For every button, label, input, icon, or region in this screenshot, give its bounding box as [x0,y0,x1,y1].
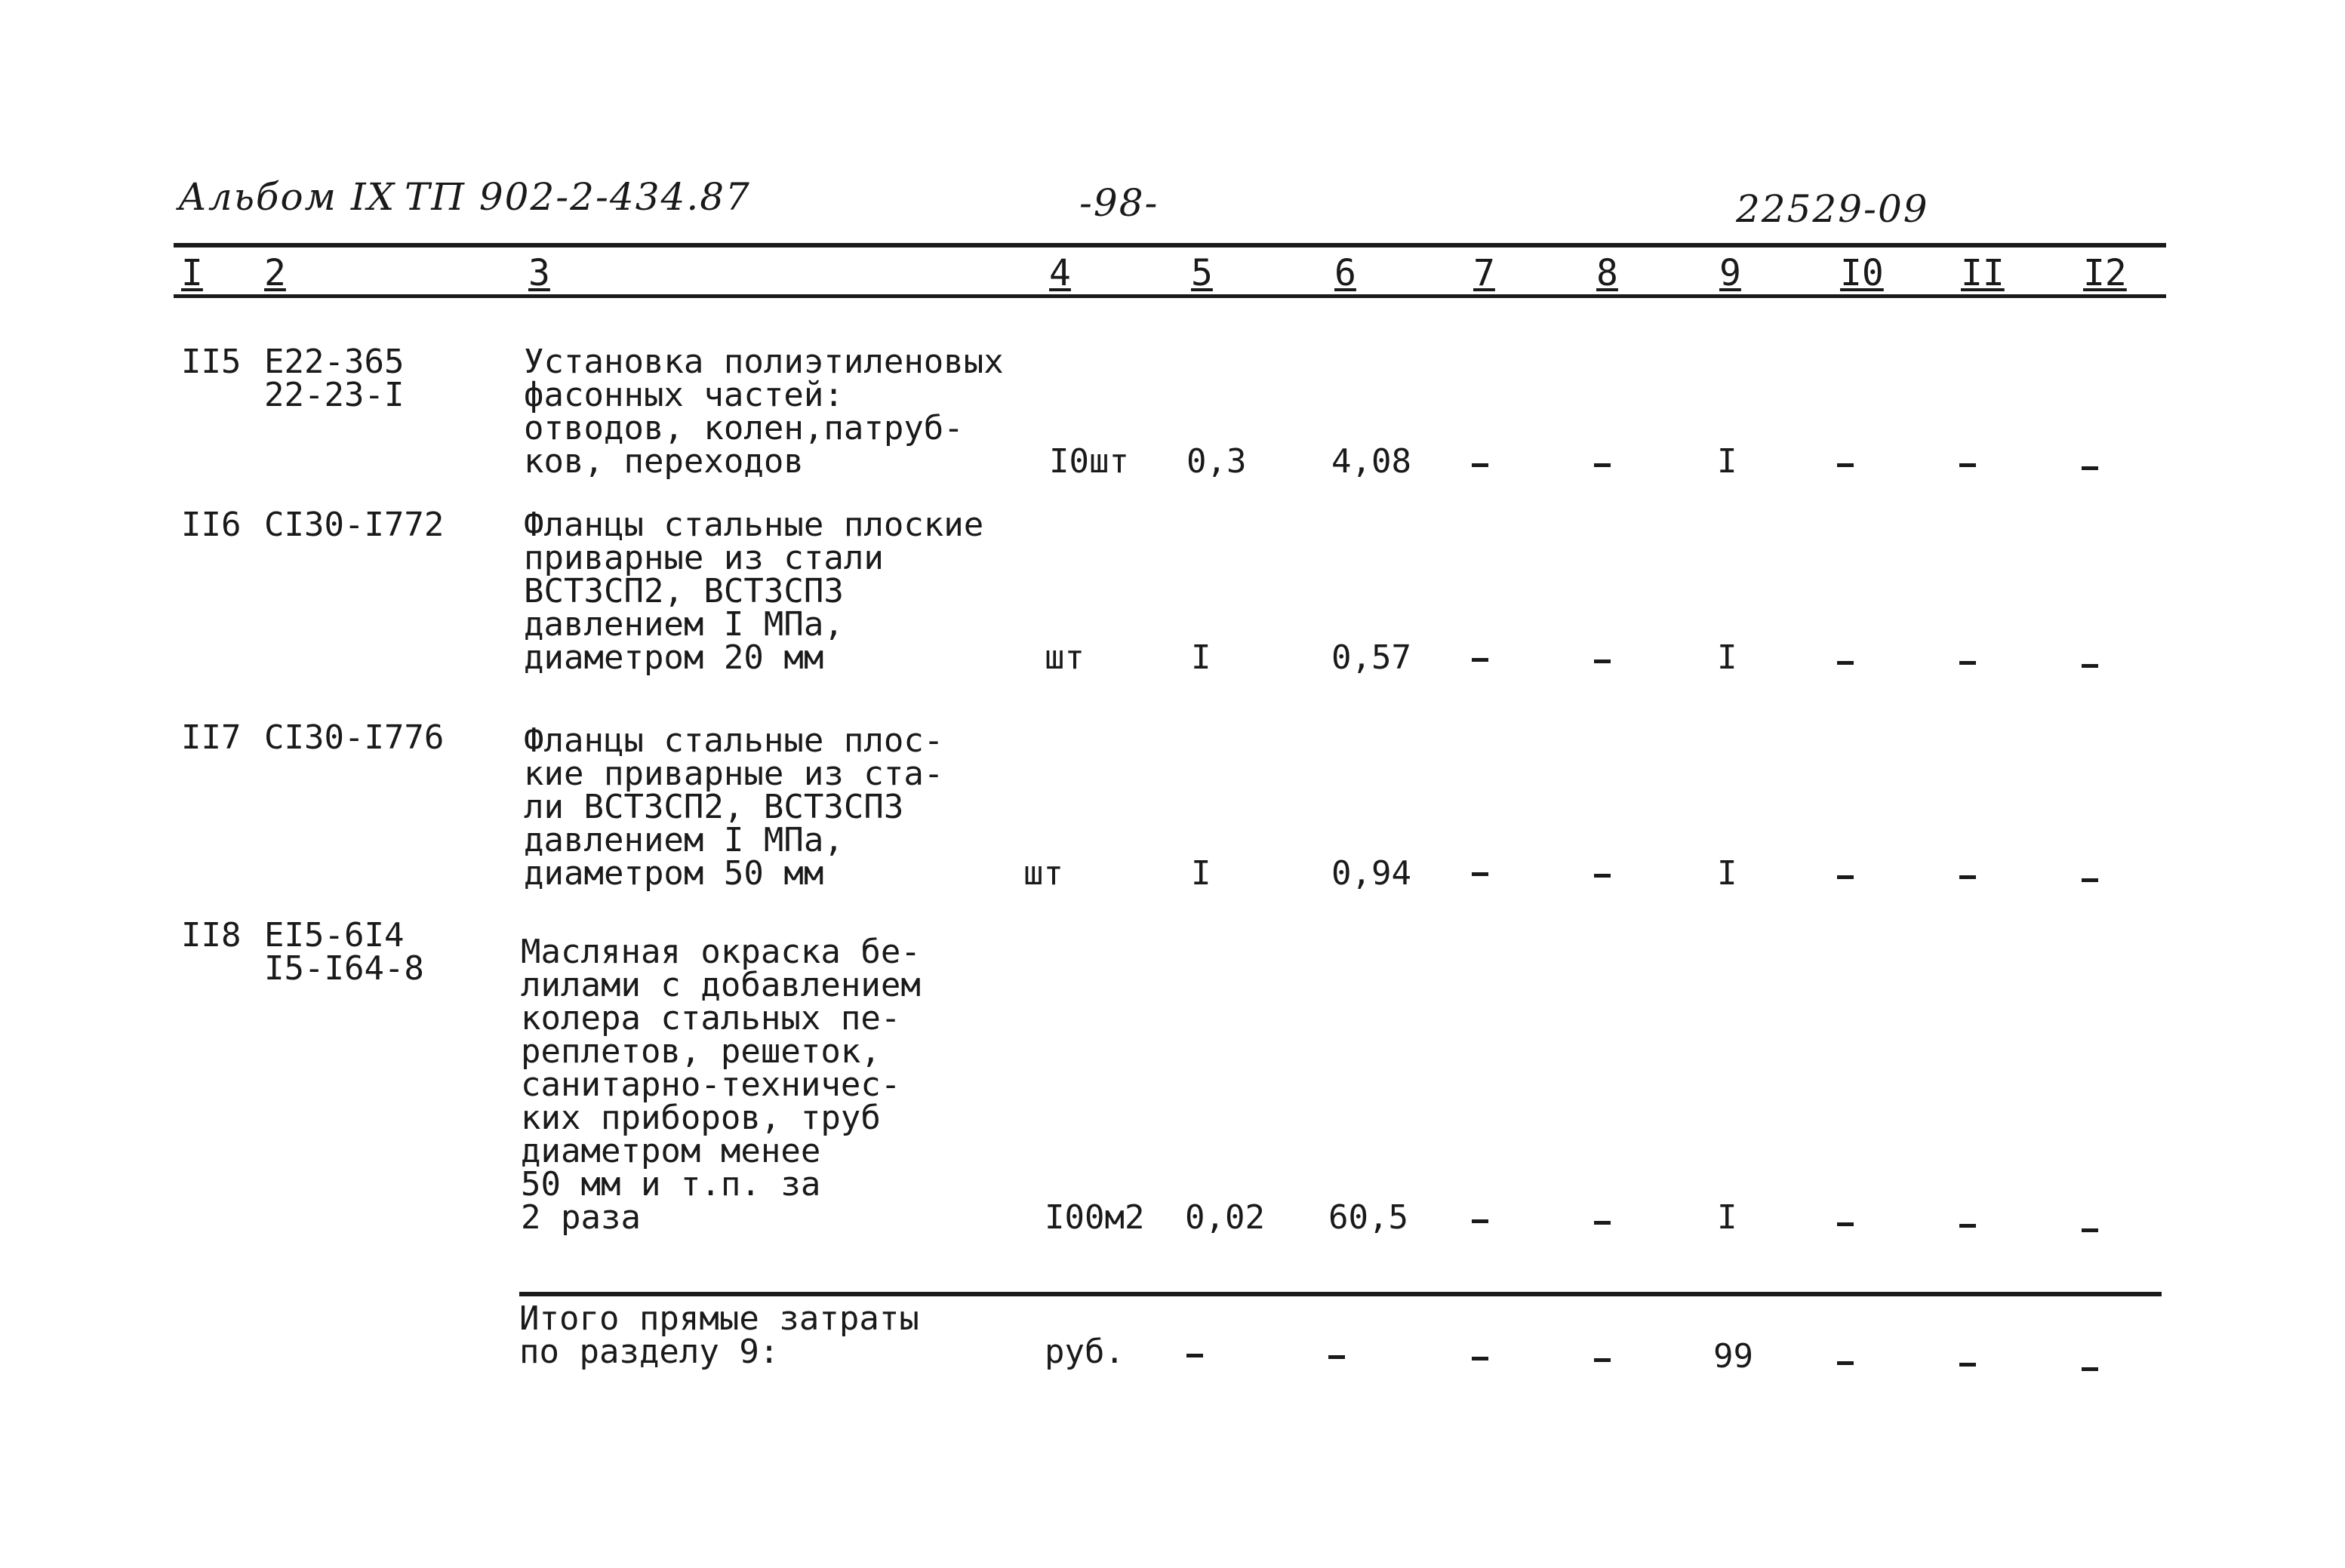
description-line: фасонных частей: [524,376,844,414]
description-line: ких приборов, труб [521,1099,881,1137]
column-number-11: II [1961,252,2005,294]
description-line: ков, переходов [524,442,804,481]
document-code: 22529-09 [1736,187,1929,231]
row-number: II7 [181,718,242,757]
description-line: давлением I МПа, [524,821,844,859]
empty-dash [1837,661,1854,665]
column-number-12: I2 [2083,252,2127,294]
norm-code: CI30-I776 [264,718,445,757]
empty-dash [1594,463,1611,467]
column-number-2: 2 [264,252,286,294]
column-number-3: 3 [528,252,550,294]
norm-code: CI30-I772 [264,506,445,544]
empty-dash [1472,1357,1488,1360]
description-line: диаметром 50 мм [524,854,824,893]
column-number-10: I0 [1840,252,1884,294]
row-number: II6 [181,506,242,544]
empty-dash [1594,1221,1611,1225]
norm-code: E22-365 [264,343,405,381]
total-unit: руб. [1045,1333,1125,1371]
empty-dash [1472,463,1488,467]
description-line: ли ВСТ3СП2, ВСТ3СП3 [524,788,904,826]
total-value: 99 [1713,1337,1753,1376]
column-header-rule [174,294,2166,298]
album-label: Альбом IX [178,175,396,219]
total-label-line: по разделу 9: [519,1333,780,1371]
description-line: ВСТ3СП2, ВСТ3СП3 [524,572,844,610]
description-line: реплетов, решеток, [521,1032,881,1071]
empty-dash [1959,875,1976,879]
column-number-8: 8 [1596,252,1618,294]
empty-dash [1837,875,1854,879]
unit-cell: шт [1045,638,1085,677]
description-line: Фланцы стальные плос- [524,721,944,760]
empty-dash [1837,463,1854,467]
description-line: кие приварные из ста- [524,755,944,793]
column-number-9: 9 [1719,252,1741,294]
col5-cell: 0,02 [1185,1198,1265,1237]
unit-cell: шт [1023,854,1063,893]
description-line: 50 мм и т.п. за [521,1165,821,1204]
col9-cell: I [1717,442,1737,481]
unit-cell: I00м2 [1045,1198,1145,1237]
empty-dash [1186,1354,1203,1357]
col9-cell: I [1717,854,1737,893]
total-rule [519,1292,2162,1296]
col6-cell: 0,94 [1331,854,1411,893]
empty-dash [1594,874,1611,878]
column-number-1: I [181,252,203,294]
col5-cell: I [1191,854,1211,893]
description-line: отводов, колен,патруб- [524,409,964,447]
norm-code: I5-I64-8 [264,949,424,988]
empty-dash [1594,1358,1611,1362]
empty-dash [1837,1222,1854,1226]
column-number-6: 6 [1334,252,1356,294]
top-rule [174,243,2166,247]
column-number-5: 5 [1191,252,1213,294]
project-code: ТП 902-2-434.87 [405,175,751,219]
empty-dash [2082,878,2098,882]
empty-dash [1472,658,1488,662]
row-number: II8 [181,916,242,955]
norm-code: 22-23-I [264,376,405,414]
empty-dash [1959,661,1976,665]
col6-cell: 60,5 [1328,1198,1408,1237]
empty-dash [2082,1228,2098,1232]
empty-dash [1472,872,1488,876]
unit-cell: I0шт [1049,442,1129,481]
empty-dash [1328,1355,1345,1359]
description-line: Масляная окраска бе- [521,933,921,971]
col9-cell: I [1717,638,1737,677]
description-line: Установка полиэтиленовых [524,343,1004,381]
empty-dash [2082,466,2098,470]
column-number-4: 4 [1049,252,1071,294]
empty-dash [1837,1361,1854,1365]
empty-dash [2082,664,2098,668]
col6-cell: 4,08 [1331,442,1411,481]
col5-cell: 0,3 [1186,442,1247,481]
norm-code: EI5-6I4 [264,916,405,955]
description-line: санитарно-техничес- [521,1065,901,1104]
empty-dash [1472,1219,1488,1223]
row-number: II5 [181,343,242,381]
empty-dash [1959,1363,1976,1367]
description-line: колера стальных пе- [521,999,901,1038]
description-line: лилами с добавлением [521,966,921,1004]
col5-cell: I [1191,638,1211,677]
description-line: 2 раза [521,1198,641,1237]
empty-dash [1959,463,1976,467]
empty-dash [2082,1367,2098,1371]
description-line: Фланцы стальные плоские [524,506,984,544]
col9-cell: I [1717,1198,1737,1237]
empty-dash [1594,659,1611,663]
description-line: приварные из стали [524,539,884,577]
empty-dash [1959,1224,1976,1228]
page-number: -98- [1079,181,1159,225]
total-label-line: Итого прямые затраты [519,1299,919,1338]
description-line: диаметром менее [521,1132,821,1170]
description-line: диаметром 20 мм [524,638,824,677]
col6-cell: 0,57 [1331,638,1411,677]
column-number-7: 7 [1473,252,1495,294]
description-line: давлением I МПа, [524,605,844,644]
